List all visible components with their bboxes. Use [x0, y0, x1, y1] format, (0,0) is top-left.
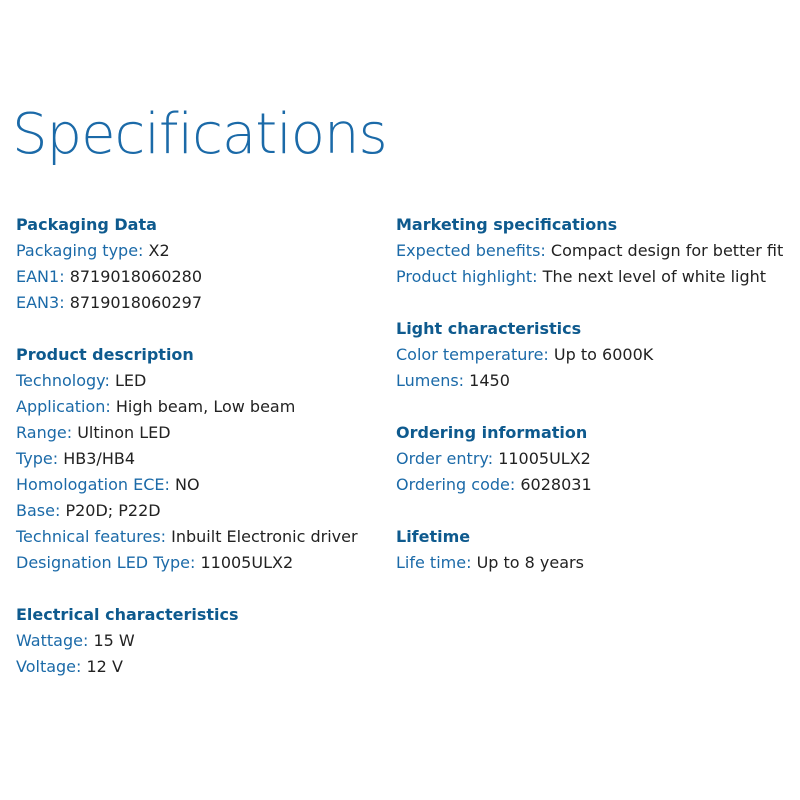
spec-section	[16, 342, 386, 576]
spec-value: Up to 6000K	[553, 345, 654, 364]
spec-label: Technology:	[16, 371, 110, 390]
spec-row	[16, 446, 386, 472]
spec-row	[16, 238, 386, 264]
spec-value: 15 W	[93, 631, 135, 650]
page-title: Specifications	[12, 102, 387, 167]
left-column	[16, 212, 386, 706]
spec-value: 11005ULX2	[200, 553, 294, 572]
section-title: Packaging Data	[16, 215, 157, 234]
spec-section	[16, 212, 386, 316]
spec-value: P20D; P22D	[65, 501, 161, 520]
spec-row	[16, 498, 386, 524]
spec-row	[396, 550, 786, 576]
spec-label: Packaging type:	[16, 241, 144, 260]
spec-row	[396, 342, 786, 368]
spec-label: EAN1:	[16, 267, 65, 286]
spec-section	[16, 602, 386, 680]
spec-label: Ordering code:	[396, 475, 516, 494]
spec-label: Life time:	[396, 553, 472, 572]
spec-row	[396, 446, 786, 472]
section-title: Lifetime	[396, 527, 471, 546]
spec-label: Type:	[16, 449, 59, 468]
spec-label: Wattage:	[16, 631, 89, 650]
spec-value: 8719018060280	[69, 267, 203, 286]
spec-value: High beam, Low beam	[115, 397, 296, 416]
spec-value: LED	[114, 371, 147, 390]
spec-value: Compact design for better fit	[550, 241, 784, 260]
spec-label: Color temperature:	[396, 345, 549, 364]
spec-row	[16, 550, 386, 576]
spec-row	[16, 264, 386, 290]
spec-row	[16, 394, 386, 420]
spec-row	[16, 368, 386, 394]
spec-row	[16, 628, 386, 654]
section-title: Electrical characteristics	[16, 605, 239, 624]
spec-label: Lumens:	[396, 371, 465, 390]
section-title: Light characteristics	[396, 319, 582, 338]
spec-label: Product highlight:	[396, 267, 538, 286]
spec-label: Expected benefits:	[396, 241, 546, 260]
spec-label: Technical features:	[16, 527, 167, 546]
spec-value: 6028031	[520, 475, 592, 494]
spec-value: Ultinon LED	[77, 423, 171, 442]
spec-value: 8719018060297	[69, 293, 203, 312]
spec-row	[16, 524, 386, 550]
spec-section	[396, 420, 786, 498]
spec-row	[396, 264, 786, 290]
spec-label: Base:	[16, 501, 61, 520]
spec-value: X2	[148, 241, 170, 260]
spec-value: NO	[175, 475, 200, 494]
spec-row	[396, 238, 786, 264]
spec-label: Designation LED Type:	[16, 553, 196, 572]
spec-row	[16, 654, 386, 680]
spec-label: Range:	[16, 423, 73, 442]
spec-value: Up to 8 years	[476, 553, 584, 572]
spec-row	[16, 290, 386, 316]
spec-label: Homologation ECE:	[16, 475, 170, 494]
spec-label: EAN3:	[16, 293, 65, 312]
spec-value: The next level of white light	[542, 267, 767, 286]
right-column	[396, 212, 786, 602]
spec-section	[396, 524, 786, 576]
spec-row	[16, 472, 386, 498]
spec-label: Application:	[16, 397, 111, 416]
spec-value: 12 V	[86, 657, 123, 676]
spec-value: HB3/HB4	[63, 449, 135, 468]
section-title: Ordering information	[396, 423, 588, 442]
spec-value: 1450	[469, 371, 510, 390]
spec-label: Voltage:	[16, 657, 82, 676]
spec-row	[16, 420, 386, 446]
spec-section	[396, 316, 786, 394]
spec-section	[396, 212, 786, 290]
spec-row	[396, 368, 786, 394]
spec-row	[396, 472, 786, 498]
section-title: Marketing specifications	[396, 215, 618, 234]
spec-label: Order entry:	[396, 449, 494, 468]
spec-value: 11005ULX2	[498, 449, 591, 468]
spec-value: Inbuilt Electronic driver	[171, 527, 358, 546]
section-title: Product description	[16, 345, 194, 364]
